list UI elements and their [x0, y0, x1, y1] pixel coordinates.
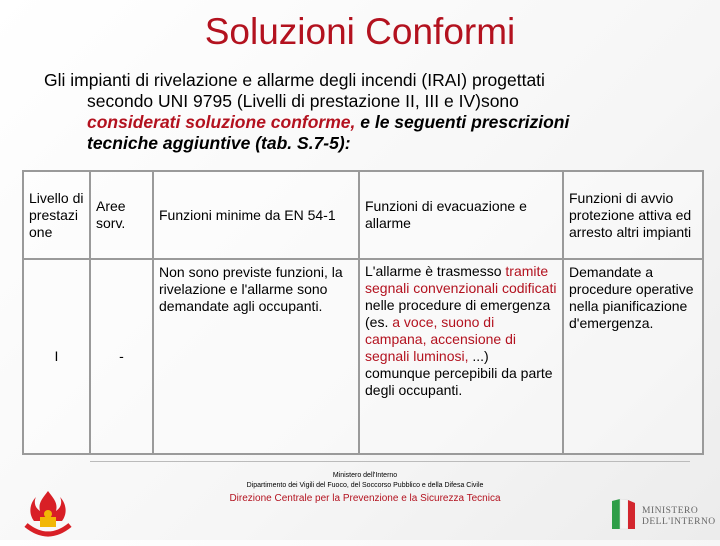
footer-directorate: Direzione Centrale per la Prevenzione e la Sicurezza Tecnica [229, 493, 501, 504]
header-level: Livello di prestazi one [23, 171, 90, 259]
slide-title: Soluzioni Conformi [204, 11, 516, 52]
footer-divider [90, 461, 690, 462]
cell-evacuation: L'allarme è trasmesso tramite segnali convenzionali codificati nelle procedure di emergenza (es. a voce, suono di campana, accensione di segnali luminosi, ...) comunque percepibili da parte degli occupanti. [359, 259, 563, 454]
intro-highlight: considerati soluzione conforme, [87, 112, 356, 132]
table-row [23, 259, 703, 454]
footer-ministry: Ministero dell'Interno [332, 472, 398, 479]
header-evacuation: Funzioni di evacuazione e allarme [359, 171, 563, 259]
footer-department: Dipartimento dei Vigili del Fuoco, del Soccorso Pubblico e della Difesa Civile [246, 482, 484, 489]
header-activation: Funzioni di avvio protezione attiva ed arresto altri impianti [563, 171, 703, 259]
italian-flag-ministry-icon [610, 497, 714, 533]
intro-line-2: secondo UNI 9795 (Livelli di prestazione II, III e IV)sono [87, 91, 519, 111]
cell-level: I [23, 259, 90, 454]
table-header-row [23, 171, 703, 259]
vigili-del-fuoco-emblem-icon [20, 487, 76, 541]
cell-min-functions: Non sono previste funzioni, la rivelazione e l'allarme sono demandate agli occupanti. [153, 259, 359, 454]
ministry-logo-line1: MINISTERO [642, 506, 699, 516]
cell-activation: Demandate a procedure operative nella pianificazione d'emergenza. [563, 259, 703, 454]
intro-line-4: tecniche aggiuntive (tab. S.7-5): [87, 133, 351, 153]
intro-line-3: considerati soluzione conforme, e le seguenti prescrizioni [87, 112, 570, 132]
header-min-functions: Funzioni minime da EN 54-1 [153, 171, 359, 259]
cell-areas: - [90, 259, 153, 454]
ministry-logo-line2: DELL'INTERNO [642, 517, 716, 527]
intro-line-1: Gli impianti di rivelazione e allarme degli incendi (IRAI) progettati [44, 70, 545, 90]
header-areas: Aree sorv. [90, 171, 153, 259]
intro-paragraph [44, 70, 694, 154]
prescriptions-table [22, 170, 704, 455]
